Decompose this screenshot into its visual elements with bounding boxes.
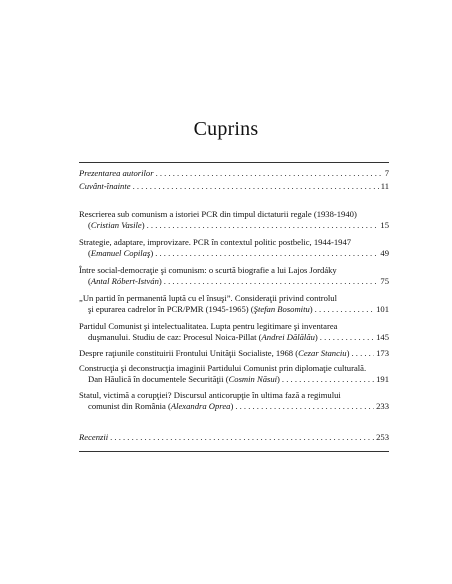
entry-author: Cristian Vasile [90,220,142,231]
page-number: 7 [384,168,389,178]
entry-title: Rescrierea sub comunism a istoriei PCR din timpul dictaturii regale (1938-1940) [79,209,357,219]
entry-author: Antal Róbert-István [90,276,159,287]
entry-title: Statul, victimă a corupţiei? Discursul anticorupţie în ultima fază a regimului [79,390,341,400]
page-number: 233 [376,401,389,412]
dot-leader [315,304,374,315]
toc-entry-cuvant-inainte[interactable] [79,181,389,192]
dot-leader [164,276,379,287]
toc-entry-article-2[interactable] [79,237,389,260]
entry-title: Construcţia şi deconstrucţia imaginii Partidului Comunist prin diplomaţie culturală. [79,363,367,373]
dot-leader [147,220,379,231]
page-number: 173 [376,348,389,358]
toc-entry-article-3[interactable] [79,265,389,288]
entry-author: Cezar Stanciu [298,348,347,358]
dot-leader [133,181,379,192]
dot-leader [351,348,374,359]
dot-leader [110,432,374,443]
entry-author-wrap: (Cristian Vasile) [88,220,145,231]
dot-leader [235,401,374,412]
entry-subtitle: şi epurarea cadrelor în PCR/PMR (1945-1965) [88,304,249,315]
entry-title: Partidul Comunist şi intelectualitatea. Lupta pentru legitimare şi inventarea [79,321,338,331]
entry-author: Andrei Dălălău [261,332,315,343]
toc-entry-prezentarea[interactable] [79,168,389,179]
entry-title-wrap: Despre raţiunile constituirii Frontului Unităţii Socialiste, 1968 (Cezar Stanciu) [79,348,350,358]
bottom-divider [79,451,389,452]
top-divider [79,162,389,163]
entry-author: Cosmin Năsui [228,374,278,385]
dot-leader [282,374,374,385]
entry-title: „Un partid în permanentă luptă cu el însuşi”. Consideraţii privind controlul [79,293,337,303]
page-number: 11 [380,181,389,191]
entry-subtitle-wrap: comunist din România (Alexandra Oprea) [88,401,234,412]
page-number: 253 [376,432,389,442]
dot-leader [320,332,374,343]
page-number: 49 [380,248,389,259]
dot-leader [156,168,383,179]
entry-title: Între social-democraţie şi comunism: o scurtă biografie a lui Lajos Jordáky [79,265,337,275]
toc-entry-recenzii[interactable] [79,432,389,443]
entry-author: Ştefan Bosomitu [253,304,310,315]
page-number: 75 [380,276,389,287]
entry-author-wrap: (Antal Róbert-István) [88,276,162,287]
page-number: 15 [380,220,389,231]
toc-entry-article-5[interactable] [79,321,389,344]
page-number: 145 [376,332,389,343]
entry-subtitle-wrap: Dan Hăulică în documentele Securităţii (Cosmin Năsui) [88,374,280,385]
toc-entry-article-1[interactable] [79,209,389,232]
entry-author: Emanuel Copilaş [90,248,151,259]
entry-title: Strategie, adaptare, improvizare. PCR în contextul politic postbelic, 1944-1947 [79,237,352,247]
entry-author: Alexandra Oprea [170,401,231,412]
entry-title: Cuvânt-înainte [79,181,131,191]
entry-subtitle: duşmanului. Studiu de caz: Procesul Noica-Pillat [88,332,257,343]
toc-entry-article-4[interactable] [79,293,389,316]
toc-entry-article-6[interactable] [79,348,389,359]
entry-title: Recenzii [79,432,109,442]
entry-author-wrap: (Emanuel Copilaş) [88,248,154,259]
dot-leader [155,248,378,259]
entry-title: Despre raţiunile constituirii Frontului Unităţii Socialiste, 1968 [79,348,294,358]
page-title: Cuprins [193,118,259,140]
toc-entry-article-7[interactable] [79,363,389,386]
entry-subtitle-wrap: duşmanului. Studiu de caz: Procesul Noica-Pillat (Andrei Dălălău) [88,332,318,343]
entry-subtitle: Dan Hăulică în documentele Securităţii [88,374,224,385]
entry-subtitle: comunist din România [88,401,166,412]
page-number: 101 [376,304,389,315]
toc-entry-article-8[interactable] [79,390,389,413]
entry-title: Prezentarea autorilor [79,168,154,178]
entry-subtitle-wrap: şi epurarea cadrelor în PCR/PMR (1945-1965) (Ştefan Bosomitu) [88,304,313,315]
page-number: 191 [376,374,389,385]
